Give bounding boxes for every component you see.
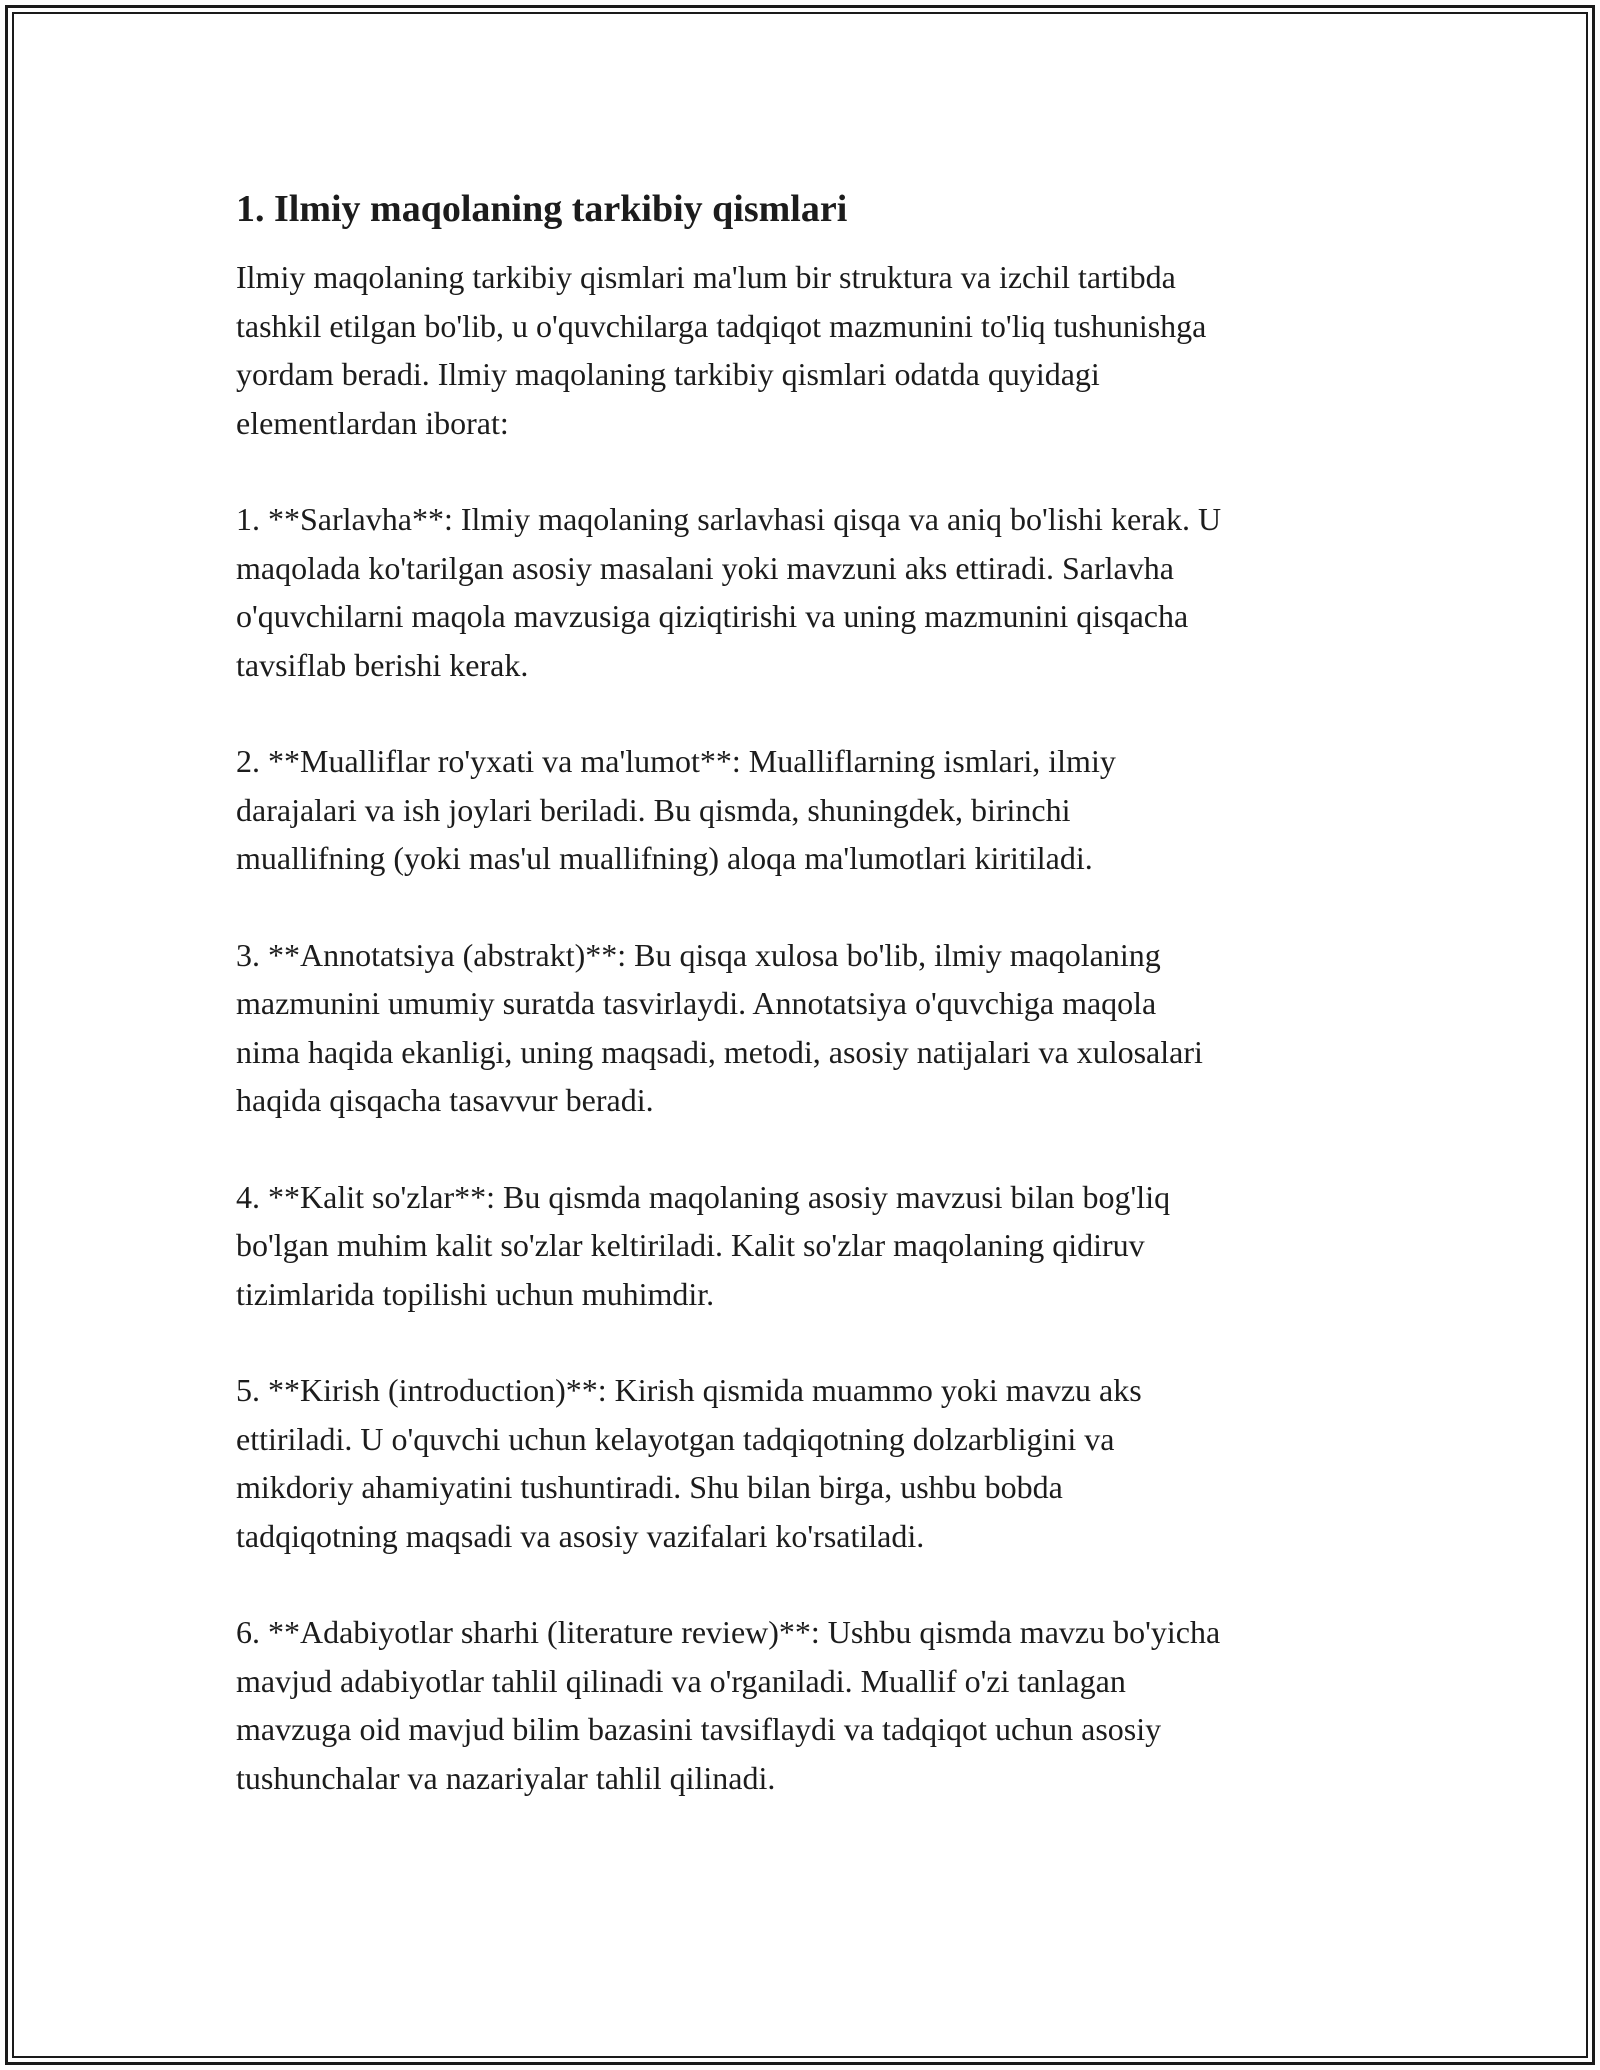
text-line: mikdoriy ahamiyatini tushuntiradi. Shu bilan birga, ushbu bobda (236, 1469, 1063, 1505)
text-line: muallifning (yoki mas'ul muallifning) aloqa ma'lumotlari kiritiladi. (236, 840, 1093, 876)
text-line: Ilmiy maqolaning tarkibiy qismlari ma'lum bir struktura va izchil tartibda (236, 259, 1176, 295)
intro-paragraph (236, 253, 1396, 447)
text-line: 1. **Sarlavha**: Ilmiy maqolaning sarlavhasi qisqa va aniq bo'lishi kerak. U (236, 501, 1222, 537)
text-line: 5. **Kirish (introduction)**: Kirish qismida muammo yoki mavzu aks (236, 1372, 1142, 1408)
document-body (236, 185, 1396, 1850)
text-line: tadqiqotning maqsadi va asosiy vazifalari ko'rsatiladi. (236, 1517, 925, 1554)
text-line: maqolada ko'tarilgan asosiy masalani yoki mavzuni aks ettiradi. Sarlavha (236, 549, 1174, 586)
list-item-paragraph (236, 737, 1396, 883)
text-line: tizimlarida topilishi uchun muhimdir. (236, 1275, 715, 1312)
list-item-paragraph (236, 931, 1396, 1125)
text-line: 2. **Mualliflar ro'yxati va ma'lumot**: Mualliflarning ismlari, ilmiy (236, 743, 1116, 779)
text-line: yordam beradi. Ilmiy maqolaning tarkibiy qismlari odatda quyidagi (236, 356, 1100, 392)
list-item-paragraph (236, 495, 1396, 689)
text-line: tavsiflab berishi kerak. (236, 646, 529, 683)
list-item-paragraph (236, 1173, 1396, 1319)
text-line: bo'lgan muhim kalit so'zlar keltiriladi. Kalit so'zlar maqolaning qidiruv (236, 1227, 1145, 1263)
list-item-paragraph (236, 1366, 1396, 1560)
text-line: 6. **Adabiyotlar sharhi (literature review)**: Ushbu qismda mavzu bo'yicha (236, 1614, 1221, 1650)
list-item-paragraph (236, 1608, 1396, 1802)
text-line: mavjud adabiyotlar tahlil qilinadi va o'rganiladi. Muallif o'zi tanlagan (236, 1662, 1126, 1699)
paragraph-list (236, 253, 1396, 1802)
text-line: nima haqida ekanligi, uning maqsadi, metodi, asosiy natijalari va xulosalari (236, 1033, 1203, 1070)
text-line: 3. **Annotatsiya (abstrakt)**: Bu qisqa xulosa bo'lib, ilmiy maqolaning (236, 936, 1161, 973)
text-line: o'quvchilarni maqola mavzusiga qiziqtirishi va uning mazmunini qisqacha (236, 598, 1189, 634)
text-line: haqida qisqacha tasavvur beradi. (236, 1082, 654, 1118)
text-line: mavzuga oid mavjud bilim bazasini tavsiflaydi va tadqiqot uchun asosiy (236, 1711, 1162, 1747)
text-line: tashkil etilgan bo'lib, u o'quvchilarga tadqiqot mazmunini to'liq tushunishga (236, 307, 1207, 344)
text-line: 4. **Kalit so'zlar**: Bu qismda maqolaning asosiy mavzusi bilan bog'liq (236, 1178, 1171, 1215)
text-line: elementlardan iborat: (236, 404, 509, 441)
text-line: ettiriladi. U o'quvchi uchun kelayotgan tadqiqotning dolzarbligini va (236, 1420, 1115, 1457)
text-line: darajalari va ish joylari beriladi. Bu qismda, shuningdek, birinchi (236, 791, 1071, 828)
text-line: tushunchalar va nazariyalar tahlil qilinadi. (236, 1759, 776, 1796)
section-heading: 1. Ilmiy maqolaning tarkibiy qismlari (236, 188, 848, 230)
text-line: mazmunini umumiy suratda tasvirlaydi. Annotatsiya o'quvchiga maqola (236, 985, 1157, 1021)
